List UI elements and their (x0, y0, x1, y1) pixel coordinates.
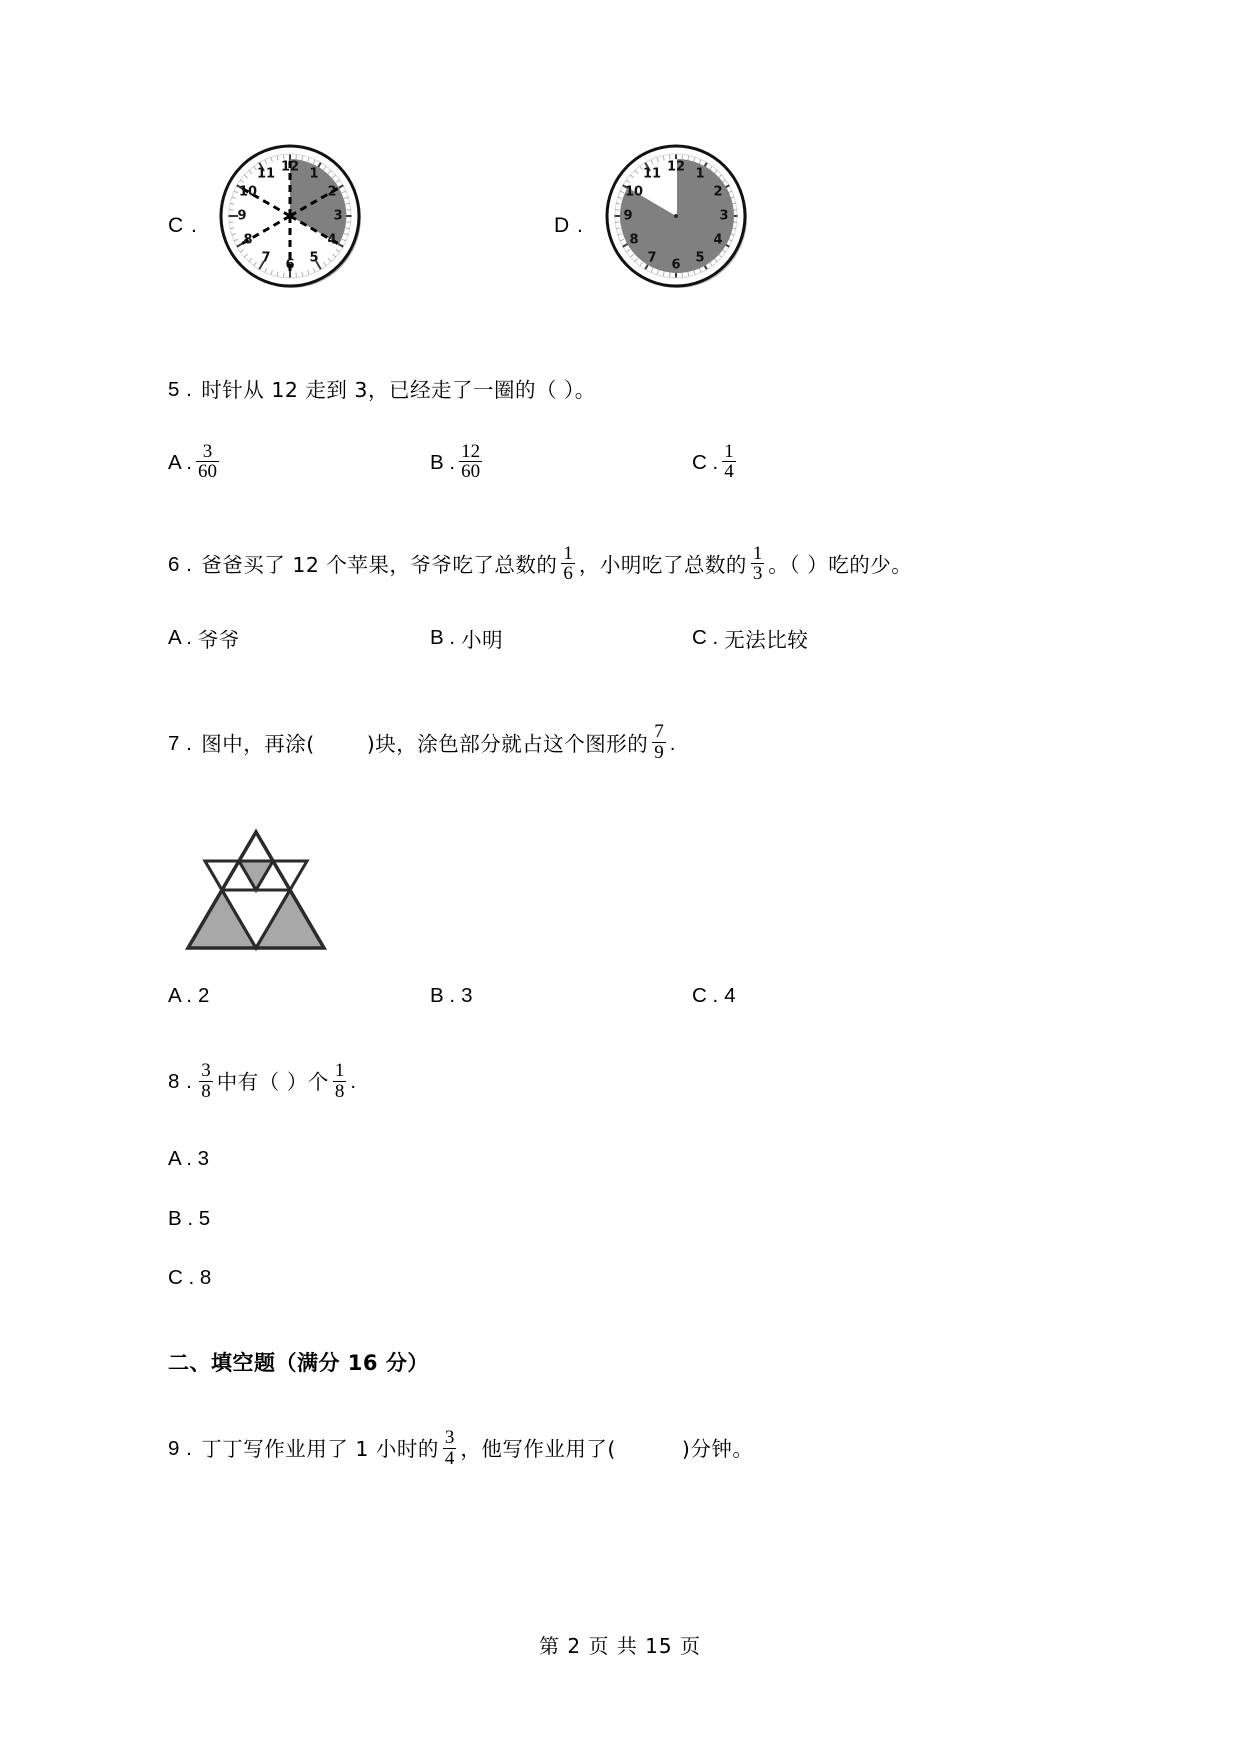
svg-text:12: 12 (666, 159, 686, 175)
fraction-numerator: 12 (461, 440, 481, 462)
svg-text:11: 11 (256, 166, 276, 182)
q5-option-b[interactable] (430, 440, 486, 484)
svg-text:2: 2 (713, 184, 723, 200)
fraction-numerator: 3 (202, 440, 213, 462)
q7-fraction (652, 722, 666, 763)
page-content (168, 0, 1068, 1470)
q5-option-a[interactable] (168, 440, 223, 484)
q5-option-a-fraction (196, 442, 219, 483)
svg-text:7: 7 (261, 250, 271, 266)
fraction-denominator: 4 (724, 461, 734, 483)
svg-text:7: 7 (647, 250, 657, 266)
svg-text:9: 9 (623, 208, 633, 224)
q9-text-part2: ，他写作业用了( (460, 1436, 616, 1461)
fraction-denominator: 60 (461, 461, 481, 483)
q6-option-b[interactable] (430, 623, 503, 653)
q6-option-c-text: 无法比较 (724, 628, 809, 653)
q5-option-c-fraction (722, 442, 736, 483)
q7-option-b-label: B . (430, 984, 456, 1008)
svg-text:5: 5 (695, 250, 705, 266)
svg-text:6: 6 (671, 257, 681, 273)
svg-text:9: 9 (237, 208, 247, 224)
svg-text:6: 6 (285, 257, 295, 273)
q6-text-part1: 爸爸买了 12 个苹果，爷爷吃了总数的 (201, 552, 558, 577)
q9-fraction (443, 1428, 457, 1469)
q6-text-part3: 。（ ）吃的少。 (768, 552, 913, 577)
fraction-numerator: 1 (563, 542, 573, 564)
question-7 (168, 723, 1068, 764)
q7-options (168, 984, 1068, 1040)
fraction-denominator: 3 (752, 563, 763, 585)
triangle-cell-white (239, 832, 273, 861)
q7-option-b[interactable] (430, 984, 472, 1008)
q5-option-b-fraction (459, 442, 482, 483)
q8-option-a[interactable] (168, 1149, 1068, 1170)
q5-option-c-label: C . (692, 450, 719, 474)
fraction-denominator: 60 (197, 461, 217, 483)
clock-c-svg (216, 142, 366, 292)
q8-option-b[interactable] (168, 1206, 1068, 1230)
svg-text:12: 12 (280, 159, 300, 175)
q9-text-part1: 丁丁写作业用了 1 小时的 (201, 1436, 439, 1461)
q6-option-a-text: 爷爷 (197, 628, 240, 653)
q6-option-a-label: A . (168, 626, 192, 650)
svg-text:3: 3 (333, 208, 343, 224)
svg-text:2: 2 (327, 184, 337, 200)
clock-c-figure (216, 142, 366, 292)
q6-option-c-label: C . (692, 626, 719, 650)
svg-text:10: 10 (238, 184, 258, 200)
q6-options (168, 623, 1068, 679)
svg-text:8: 8 (629, 232, 639, 248)
q8-option-c-label: C . 8 (168, 1266, 212, 1290)
q7-option-a-label: A . (168, 984, 192, 1008)
question-5 (168, 380, 1068, 401)
option-c-label: C . (168, 214, 198, 237)
clock-d-figure (602, 142, 752, 292)
triangle-figure-svg (182, 812, 338, 954)
fraction-denominator: 9 (654, 742, 664, 764)
fraction-numerator: 7 (654, 721, 664, 743)
fraction-denominator: 6 (563, 563, 573, 585)
q7-text-part1: 图中，再涂( (201, 731, 315, 756)
q8-text-part2: . (350, 1070, 357, 1094)
triangle-figure (182, 812, 338, 959)
q6-option-b-label: B . (430, 626, 456, 650)
q8-number: 8 . (168, 1070, 193, 1094)
q6-text-part2: ，小明吃了总数的 (578, 552, 747, 577)
section-heading-fill-in-the-blank: 二、填空题（满分 16 分） (168, 1350, 429, 1375)
svg-text:1: 1 (695, 166, 705, 182)
q8-fraction-2 (333, 1061, 347, 1102)
q5-options (168, 440, 1068, 499)
q7-option-a[interactable] (168, 984, 209, 1008)
clock-d-svg (602, 142, 752, 292)
svg-text:5: 5 (309, 250, 319, 266)
svg-text:1: 1 (309, 166, 319, 182)
fraction-denominator: 8 (201, 1081, 211, 1103)
q7-option-c-label: C . (692, 984, 719, 1008)
fraction-denominator: 4 (444, 1447, 455, 1469)
q7-text-part3: . (669, 731, 676, 755)
q6-option-b-text: 小明 (461, 628, 504, 653)
svg-text:8: 8 (243, 232, 253, 248)
q7-option-c[interactable] (692, 984, 736, 1008)
option-d-label: D . (554, 214, 584, 237)
svg-text:10: 10 (624, 184, 644, 200)
q7-option-b-text: 3 (461, 984, 473, 1008)
q6-option-a[interactable] (168, 623, 240, 653)
q7-option-c-text: 4 (724, 984, 736, 1008)
q8-option-a-label: A . 3 (168, 1147, 210, 1171)
fraction-numerator: 3 (444, 1426, 455, 1448)
svg-text:11: 11 (642, 166, 662, 182)
svg-text:4: 4 (327, 232, 337, 248)
q6-option-c[interactable] (692, 623, 808, 653)
q8-fraction-1 (199, 1061, 213, 1102)
q8-option-b-label: B . 5 (168, 1206, 211, 1230)
q7-option-a-text: 2 (197, 984, 210, 1008)
fraction-numerator: 3 (201, 1060, 211, 1082)
q7-figure-area (168, 812, 1068, 992)
fraction-numerator: 1 (752, 542, 763, 564)
fraction-numerator: 1 (334, 1060, 345, 1082)
clock-options-row (168, 132, 1068, 332)
q9-text-part3: )分钟。 (681, 1436, 754, 1461)
svg-text:3: 3 (719, 208, 729, 224)
page-footer: 第 2 页 共 15 页 (539, 1634, 701, 1658)
q5-text: 时针从 12 走到 3，已经走了一圈的（ ）。 (201, 378, 596, 402)
q5-number: 5 . (168, 378, 193, 401)
q5-option-b-label: B . (430, 450, 456, 474)
q8-option-c[interactable] (168, 1268, 1068, 1289)
q5-option-c[interactable] (692, 440, 740, 484)
q7-text-part2: )块，涂色部分就占这个图形的 (366, 731, 649, 756)
q8-text-part1: 中有（ ）个 (216, 1070, 329, 1095)
q6-number: 6 . (168, 552, 193, 576)
q9-number: 9 . (168, 1436, 193, 1460)
fraction-denominator: 8 (334, 1081, 345, 1103)
q6-fraction-2 (751, 544, 765, 585)
svg-text:4: 4 (713, 232, 723, 248)
question-8 (168, 1062, 1068, 1103)
question-9 (168, 1426, 1068, 1470)
fraction-numerator: 1 (724, 440, 734, 462)
q5-option-a-label: A . (168, 450, 192, 474)
q7-number: 7 . (168, 731, 193, 755)
question-6 (168, 542, 1068, 586)
q6-fraction-1 (561, 544, 575, 585)
